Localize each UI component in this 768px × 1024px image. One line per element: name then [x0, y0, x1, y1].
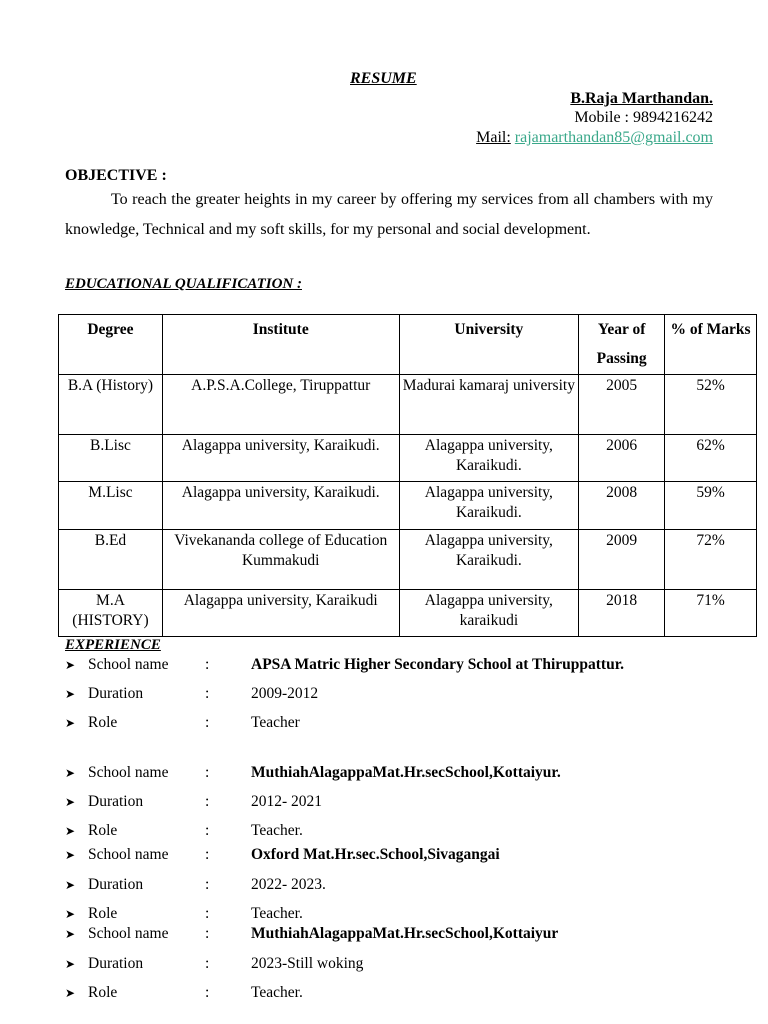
education-heading: EDUCATIONAL QUALIFICATION :: [65, 276, 302, 292]
candidate-name: B.Raja Marthandan.: [570, 90, 713, 107]
experience-colon: :: [205, 685, 210, 702]
experience-value: Teacher: [251, 714, 300, 731]
experience-label: Role: [88, 714, 118, 731]
experience-colon: :: [205, 925, 210, 942]
experience-colon: :: [205, 822, 210, 839]
arrow-bullet-icon: ➤: [65, 766, 76, 780]
experience-value: MuthiahAlagappaMat.Hr.secSchool,Kottaiyur.: [251, 764, 561, 781]
cell-university: Alagappa university, Karaikudi.: [399, 482, 579, 530]
table-row: [59, 435, 757, 482]
experience-label: Duration: [88, 955, 144, 972]
arrow-bullet-icon: ➤: [65, 927, 76, 941]
experience-colon: :: [205, 656, 210, 673]
experience-value: Teacher.: [251, 822, 303, 839]
experience-colon: :: [205, 714, 210, 731]
arrow-bullet-icon: ➤: [65, 848, 76, 862]
cell-marks: 52%: [665, 375, 757, 435]
column-header-university: University: [399, 315, 579, 375]
experience-value: APSA Matric Higher Secondary School at Thiruppattur.: [251, 656, 625, 673]
mobile-number: Mobile : 9894216242: [574, 109, 713, 126]
experience-value: 2009-2012: [251, 685, 319, 702]
experience-label: School name: [88, 925, 169, 942]
cell-university: Alagappa university, karaikudi: [399, 590, 579, 637]
cell-marks: 62%: [665, 435, 757, 482]
mail-line: [476, 129, 713, 147]
arrow-bullet-icon: ➤: [65, 687, 76, 701]
column-header-institute: Institute: [162, 315, 399, 375]
cell-institute: Alagappa university, Karaikudi.: [162, 482, 399, 530]
column-header-marks: % of Marks: [665, 315, 757, 375]
experience-label: Role: [88, 822, 118, 839]
cell-degree: B.Lisc: [59, 435, 163, 482]
arrow-bullet-icon: ➤: [65, 986, 76, 1000]
cell-year: 2018: [579, 590, 665, 637]
cell-institute: A.P.S.A.College, Tiruppattur: [162, 375, 399, 435]
arrow-bullet-icon: ➤: [65, 716, 76, 730]
mail-link[interactable]: rajamarthandan85@gmail.com: [514, 129, 713, 146]
cell-institute: Vivekananda college of Education Kummakudi: [162, 530, 399, 590]
arrow-bullet-icon: ➤: [65, 957, 76, 971]
cell-marks: 72%: [665, 530, 757, 590]
experience-label: Duration: [88, 793, 144, 810]
experience-colon: :: [205, 846, 210, 863]
experience-label: Role: [88, 905, 118, 922]
cell-university: Alagappa university, Karaikudi.: [399, 530, 579, 590]
experience-label: Duration: [88, 876, 144, 893]
experience-label: School name: [88, 846, 169, 863]
table-row: [59, 530, 757, 590]
experience-value: 2023-Still woking: [251, 955, 364, 972]
table-header-row: [59, 315, 757, 375]
experience-colon: :: [205, 793, 210, 810]
experience-colon: :: [205, 764, 210, 781]
experience-label: School name: [88, 656, 169, 673]
arrow-bullet-icon: ➤: [65, 795, 76, 809]
experience-colon: :: [205, 905, 210, 922]
cell-marks: 71%: [665, 590, 757, 637]
arrow-bullet-icon: ➤: [65, 824, 76, 838]
experience-heading: EXPERIENCE: [65, 637, 161, 653]
cell-university: Alagappa university, Karaikudi.: [399, 435, 579, 482]
experience-label: Role: [88, 984, 118, 1001]
experience-value: 2022- 2023.: [251, 876, 326, 893]
experience-colon: :: [205, 876, 210, 893]
cell-institute: Alagappa university, Karaikudi.: [162, 435, 399, 482]
cell-degree: B.Ed: [59, 530, 163, 590]
experience-colon: :: [205, 984, 210, 1001]
arrow-bullet-icon: ➤: [65, 878, 76, 892]
experience-label: School name: [88, 764, 169, 781]
experience-value: 2012- 2021: [251, 793, 323, 810]
cell-year: 2009: [579, 530, 665, 590]
cell-degree: M.A (HISTORY): [59, 590, 163, 637]
column-header-year: Year of Passing: [579, 315, 665, 375]
mail-label: Mail:: [476, 129, 511, 146]
cell-year: 2005: [579, 375, 665, 435]
objective-text: To reach the greater heights in my career by offering my services from all chambers with my knowledge, Technical and my soft skills, for my personal and social development.: [65, 191, 713, 238]
experience-value: MuthiahAlagappaMat.Hr.secSchool,Kottaiyur: [251, 925, 559, 942]
column-header-degree: Degree: [59, 315, 163, 375]
cell-marks: 59%: [665, 482, 757, 530]
cell-year: 2008: [579, 482, 665, 530]
table-row: [59, 590, 757, 637]
cell-degree: B.A (History): [59, 375, 163, 435]
cell-year: 2006: [579, 435, 665, 482]
cell-institute: Alagappa university, Karaikudi: [162, 590, 399, 637]
arrow-bullet-icon: ➤: [65, 658, 76, 672]
table-row: [59, 375, 757, 435]
experience-value: Teacher.: [251, 905, 303, 922]
objective-heading: OBJECTIVE :: [65, 167, 167, 184]
cell-university: Madurai kamaraj university: [399, 375, 579, 435]
resume-title: RESUME: [350, 70, 417, 87]
experience-colon: :: [205, 955, 210, 972]
experience-label: Duration: [88, 685, 144, 702]
cell-degree: M.Lisc: [59, 482, 163, 530]
experience-value: Oxford Mat.Hr.sec.School,Sivagangai: [251, 846, 500, 863]
table-row: [59, 482, 757, 530]
education-table: [58, 314, 757, 637]
arrow-bullet-icon: ➤: [65, 907, 76, 921]
experience-value: Teacher.: [251, 984, 303, 1001]
